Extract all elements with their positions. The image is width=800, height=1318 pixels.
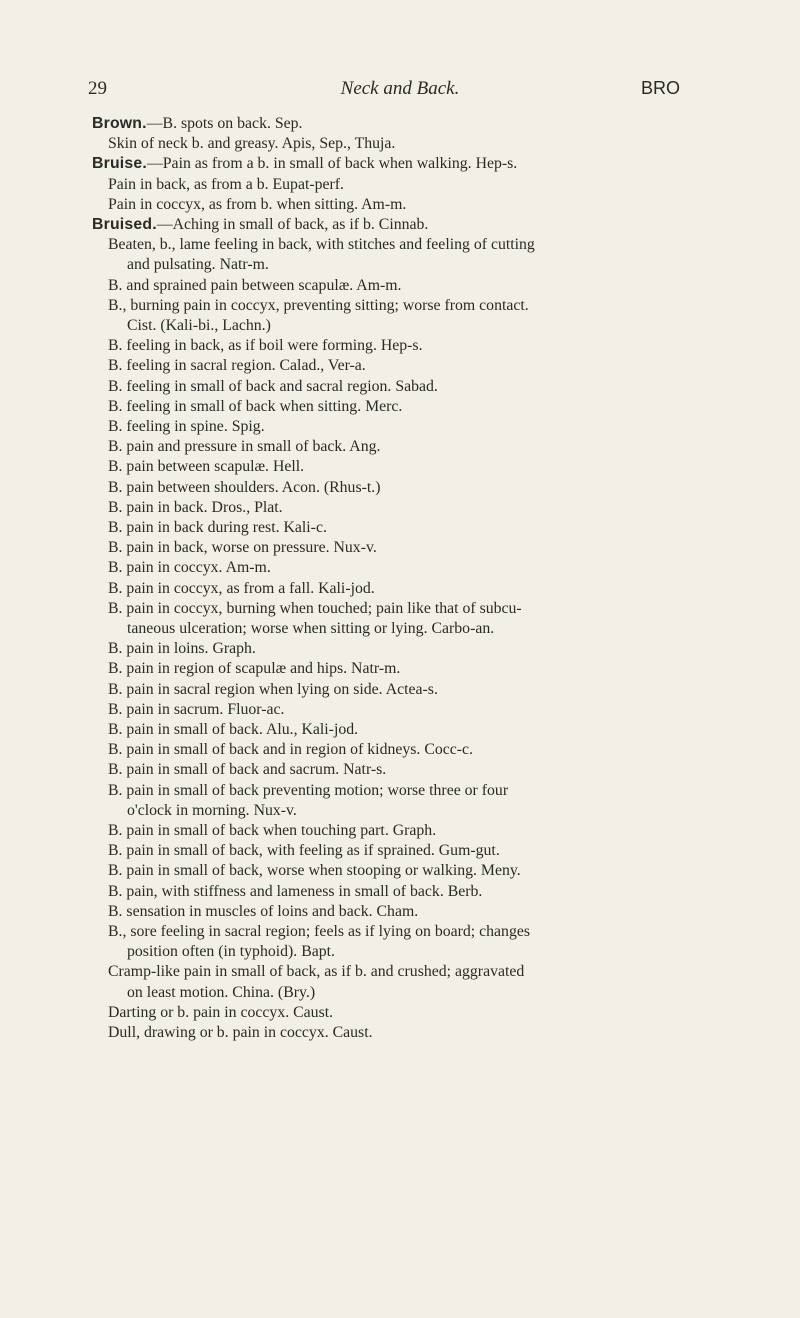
entry-text: B. pain in small of back. Alu., Kali-jod. (108, 721, 359, 738)
entry-line (108, 397, 402, 417)
entry-text: B. pain between scapulæ. Hell. (108, 458, 305, 476)
entry-text: B. feeling in spine. Spig. (108, 418, 265, 435)
entry-heading-line (92, 114, 303, 134)
entry-text: B. pain in back during rest. Kali-c. (108, 519, 327, 536)
entry-line (127, 316, 271, 336)
entry-text: taneous ulceration; worse when sitting or lying. Carbo-an. (127, 620, 495, 637)
running-header (0, 78, 800, 100)
entry-text: B. sensation in muscles of loins and back. Cham. (108, 902, 419, 920)
entry-line (108, 760, 386, 780)
entry-line (108, 639, 256, 659)
entry-line (127, 801, 297, 821)
entry-line (108, 1003, 333, 1023)
entry-line (108, 720, 358, 740)
entry-line (108, 518, 327, 538)
running-title: Neck and Back. (340, 78, 460, 99)
entry-line (108, 962, 524, 982)
entry-text: Pain in coccyx, as from b. when sitting. Am-m. (108, 195, 407, 213)
entry-text: B. pain in small of back preventing motion; worse three or four (108, 781, 509, 799)
entry-line (108, 175, 344, 195)
entry-line (108, 296, 529, 316)
entry-line (108, 821, 436, 841)
entry-line (108, 377, 438, 397)
entry-line (108, 861, 521, 881)
page-number: 29 (88, 78, 107, 99)
entry-text: B. pain in sacrum. Fluor-ac. (108, 700, 285, 718)
entry-text: B. pain in small of back and in region of kidneys. Cocc-c. (108, 741, 473, 759)
entry-text: B. feeling in small of back when sitting. Merc. (108, 397, 403, 415)
entry-line (108, 922, 530, 942)
entry-text: B. pain in region of scapulæ and hips. Natr-m. (108, 660, 401, 678)
entry-text: B. pain in small of back, with feeling as if sprained. Gum-gut. (108, 842, 500, 860)
entry-text: B. feeling in sacral region. Calad., Ver-a. (108, 357, 366, 375)
entry-text: B., burning pain in coccyx, preventing sitting; worse from contact. (108, 296, 529, 314)
entry-heading-line (92, 215, 428, 235)
entry-text: B. pain in loins. Graph. (108, 640, 256, 658)
entry-text: B. pain, with stiffness and lameness in small of back. Berb. (108, 882, 483, 900)
entry-line (108, 740, 473, 760)
catchword: BRO (640, 78, 680, 98)
entry-line (108, 659, 400, 679)
entry-text: Cist. (Kali-bi., Lachn.) (127, 317, 271, 334)
entry-text: —Pain as from a b. in small of back when walking. Hep-s. (146, 155, 518, 173)
entry-text: B. feeling in small of back and sacral region. Sabad. (108, 377, 438, 395)
rubric-keyword: Brown. (92, 115, 147, 132)
entry-text: B. pain in back. Dros., Plat. (108, 498, 283, 516)
entry-line (108, 579, 375, 599)
entry-line (108, 882, 482, 902)
entry-line (108, 498, 283, 518)
rubric-keyword: Bruised. (92, 216, 157, 233)
entry-heading-line (92, 154, 517, 174)
entry-line (127, 255, 269, 275)
entry-line (108, 437, 380, 457)
entry-line (108, 599, 522, 619)
entry-text: B. pain in coccyx, as from a fall. Kali-jod. (108, 579, 375, 597)
entry-text: B. pain in small of back and sacrum. Natr-s. (108, 761, 387, 779)
entry-line (108, 276, 402, 296)
entry-text: B. pain in coccyx. Am-m. (108, 559, 271, 577)
entry-text: —Aching in small of back, as if b. Cinnab. (156, 216, 429, 233)
entry-text: B. pain and pressure in small of back. Ang. (108, 438, 381, 456)
entry-text: B. pain in sacral region when lying on side. Actea-s. (108, 680, 438, 698)
entry-text: Cramp-like pain in small of back, as if b. and crushed; aggravated (108, 963, 525, 981)
entry-text: Skin of neck b. and greasy. Apis, Sep., Thuja. (108, 135, 396, 153)
entry-text: o'clock in morning. Nux-v. (127, 801, 297, 819)
entry-line (108, 700, 284, 720)
entry-text: on least motion. China. (Bry.) (127, 983, 316, 1001)
entry-line (108, 457, 304, 477)
entry-line (127, 983, 315, 1003)
entry-text: Darting or b. pain in coccyx. Caust. (108, 1003, 334, 1021)
entry-line (108, 680, 438, 700)
entry-text: Dull, drawing or b. pain in coccyx. Caust. (108, 1024, 373, 1041)
entry-line (108, 134, 395, 154)
entry-text: B. and sprained pain between scapulæ. Am-m. (108, 276, 402, 294)
entry-line (108, 841, 500, 861)
entry-line (127, 619, 494, 639)
entry-line (108, 336, 423, 356)
entry-text: Pain in back, as from a b. Eupat-perf. (108, 175, 344, 193)
entry-text: B. pain between shoulders. Acon. (Rhus-t.) (108, 478, 381, 496)
entry-text: and pulsating. Natr-m. (127, 256, 269, 274)
entry-text: position often (in typhoid). Bapt. (127, 943, 335, 961)
entry-text: B. feeling in back, as if boil were forming. Hep-s. (108, 337, 423, 355)
entry-text: B. pain in back, worse on pressure. Nux-v. (108, 539, 377, 557)
entry-line (108, 235, 535, 255)
entry-text: B. pain in small of back, worse when stooping or walking. Meny. (108, 862, 521, 880)
rubric-keyword: Bruise. (92, 155, 147, 173)
entry-line (108, 902, 418, 922)
entry-line (108, 478, 380, 498)
entry-text: —B. spots on back. Sep. (146, 115, 303, 132)
entry-line (108, 195, 406, 215)
entry-line (127, 942, 335, 962)
entry-line (108, 1023, 373, 1043)
entry-line (108, 558, 271, 578)
entry-line (108, 538, 377, 558)
entry-text: B., sore feeling in sacral region; feels as if lying on board; changes (108, 923, 530, 940)
entry-text: Beaten, b., lame feeling in back, with stitches and feeling of cutting (108, 236, 535, 254)
entry-line (108, 781, 508, 801)
entry-line (108, 356, 366, 376)
entry-text: B. pain in small of back when touching part. Graph. (108, 822, 437, 839)
entry-line (108, 417, 265, 437)
entry-text: B. pain in coccyx, burning when touched; pain like that of subcu- (108, 599, 522, 617)
